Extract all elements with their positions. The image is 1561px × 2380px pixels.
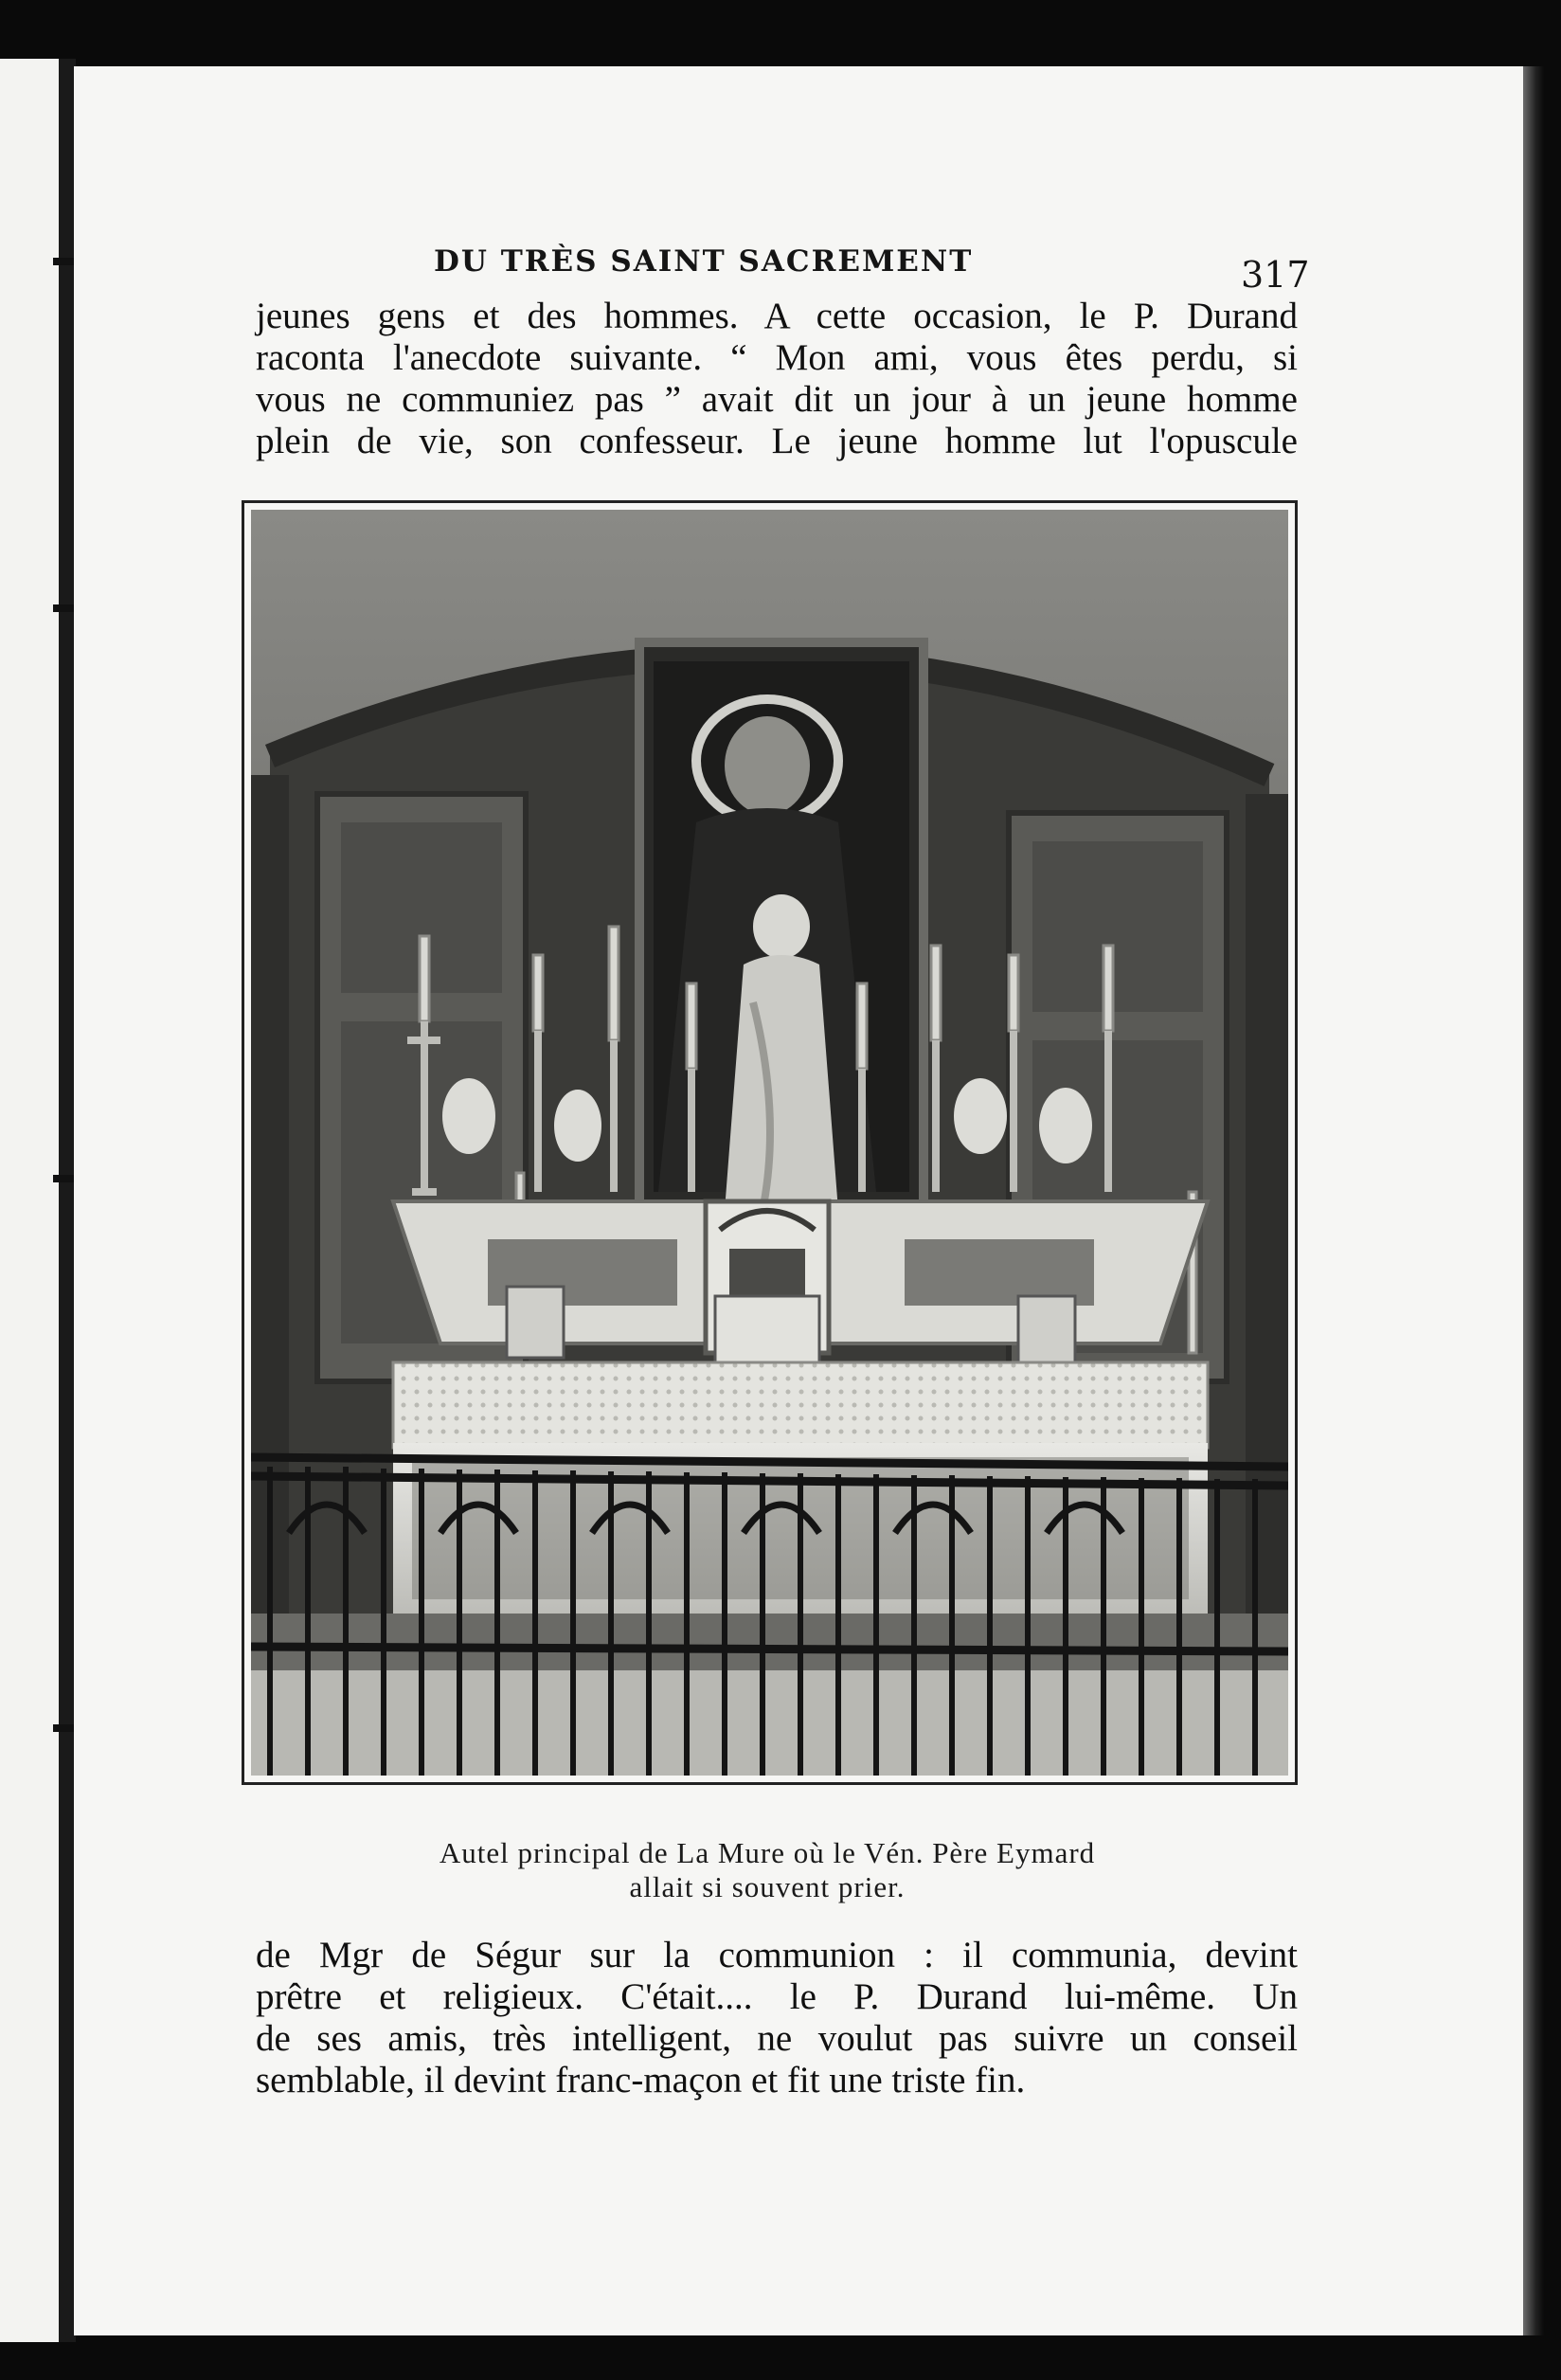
text-line: plein de vie, son confesseur. Le jeune homme lut l'opuscule [256, 421, 1298, 461]
caption-line: allait si souvent prier. [629, 1870, 906, 1903]
paragraph-bottom [256, 1935, 1298, 2101]
text-line: raconta l'anecdote suivante. “ Mon ami, vous êtes perdu, si [256, 337, 1298, 378]
text-line: de Mgr de Ségur sur la communion : il communia, devint [256, 1935, 1298, 1975]
altar-photo-image [251, 510, 1288, 1776]
text-line: de ses amis, très intelligent, ne voulut pas suivre un conseil [256, 2018, 1298, 2059]
text-line: vous ne communiez pas ” avait dit un jour à un jeune homme [256, 379, 1298, 420]
text-line: jeunes gens et des hommes. A cette occasion, le P. Durand [256, 296, 1298, 336]
page-stack-edge [1523, 66, 1544, 2335]
paragraph-top [256, 296, 1298, 462]
running-head: DU TRÈS SAINT SACREMENT [434, 244, 974, 279]
text-line: semblable, il devint franc-maçon et fit une triste fin. [256, 2060, 1026, 2101]
altar-photograph [242, 500, 1298, 1785]
text-line: prêtre et religieux. C'était.... le P. Durand lui-même. Un [256, 1976, 1298, 2017]
caption-line: Autel principal de La Mure où le Vén. Père Eymard [439, 1836, 1096, 1869]
figure-caption [284, 1836, 1250, 1904]
facing-page-edge [0, 59, 66, 2342]
page-number: 317 [1241, 254, 1310, 296]
